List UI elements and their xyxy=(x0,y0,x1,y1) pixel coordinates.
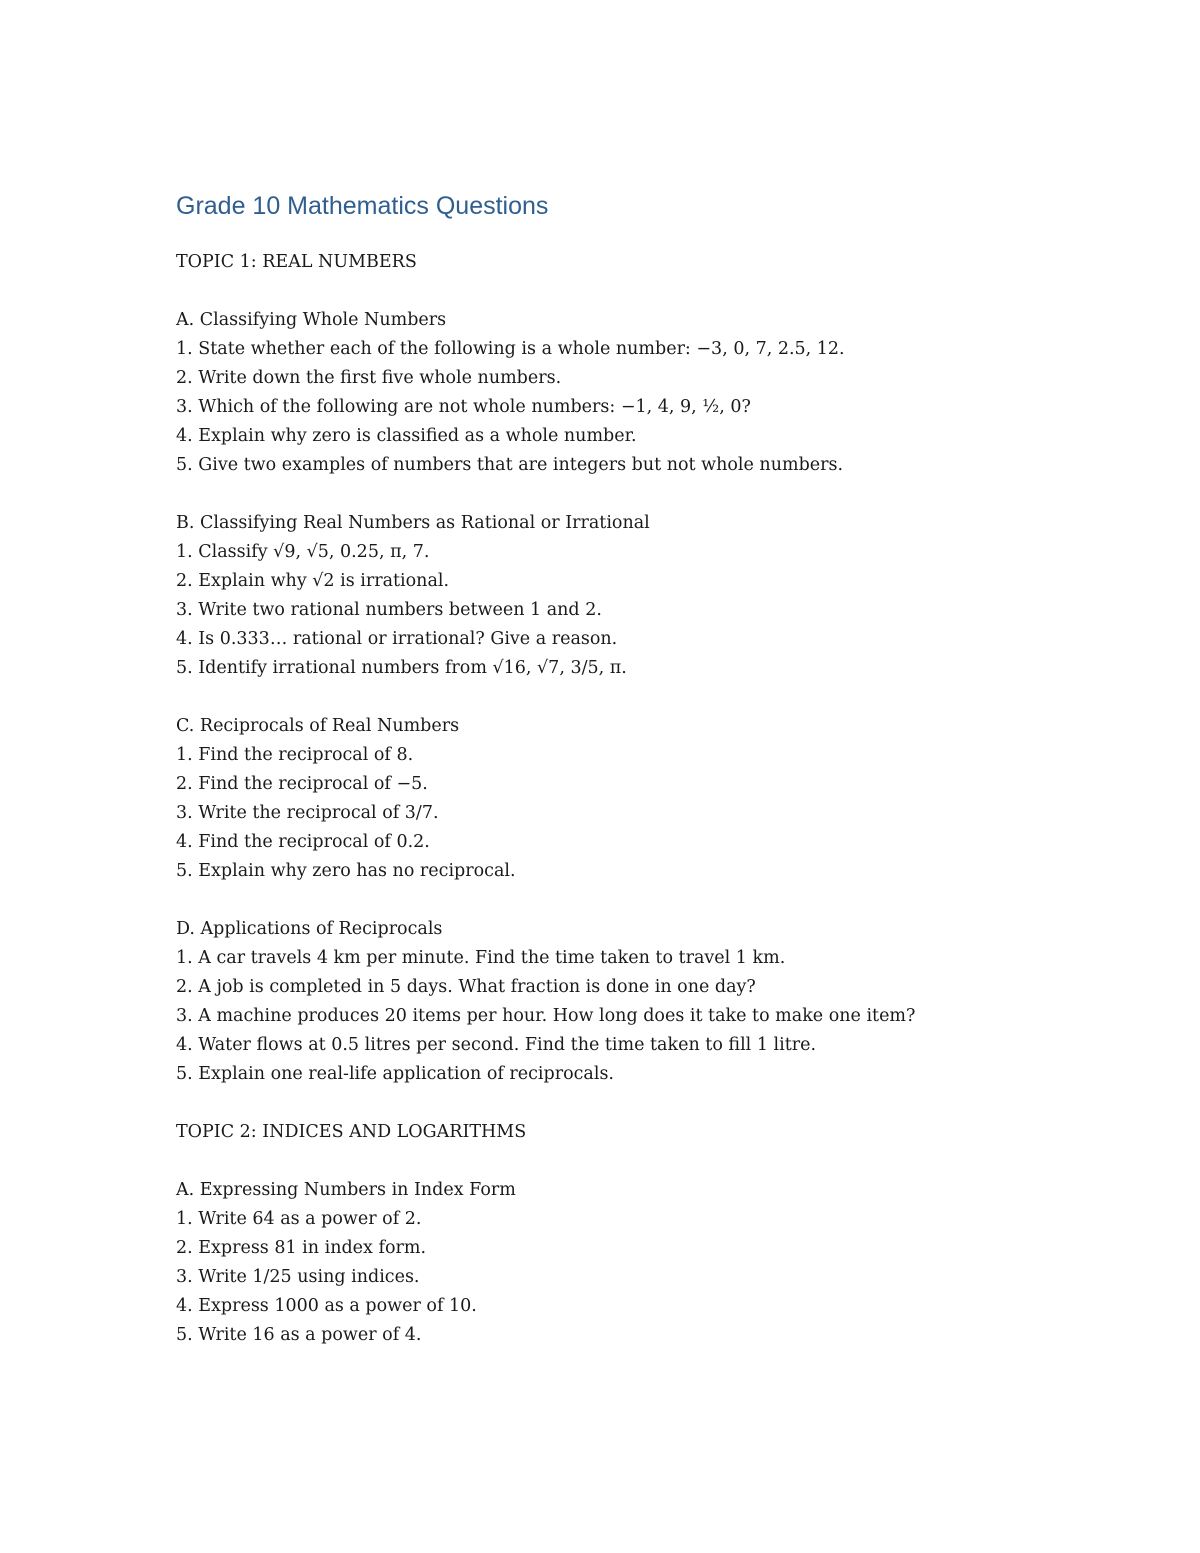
document-title: Grade 10 Mathematics Questions xyxy=(176,192,549,220)
question-item: 3. Write 1/25 using indices. xyxy=(176,1267,420,1287)
question-item: 3. A machine produces 20 items per hour. How long does it take to make one item? xyxy=(176,1006,916,1026)
question-list xyxy=(176,944,1076,1089)
question-item: 2. Find the reciprocal of −5. xyxy=(176,774,428,794)
question-list xyxy=(176,335,1076,480)
question-item: 3. Write the reciprocal of 3/7. xyxy=(176,803,439,823)
section-reciprocals xyxy=(176,712,1076,886)
question-item: 4. Express 1000 as a power of 10. xyxy=(176,1296,477,1316)
question-item: 2. Explain why √2 is irrational. xyxy=(176,571,450,591)
topic-real-numbers xyxy=(176,248,1076,1089)
section-heading: D. Applications of Reciprocals xyxy=(176,919,443,939)
question-item: 5. Give two examples of numbers that are integers but not whole numbers. xyxy=(176,455,844,475)
section-heading: C. Reciprocals of Real Numbers xyxy=(176,716,460,736)
section-applications-of-reciprocals xyxy=(176,915,1076,1089)
question-item: 5. Explain one real-life application of reciprocals. xyxy=(176,1064,614,1084)
question-item: 2. Write down the first five whole numbers. xyxy=(176,368,562,388)
question-item: 3. Write two rational numbers between 1 and 2. xyxy=(176,600,602,620)
section-index-form xyxy=(176,1176,1076,1350)
question-item: 1. Classify √9, √5, 0.25, π, 7. xyxy=(176,542,430,562)
section-heading: A. Expressing Numbers in Index Form xyxy=(176,1180,516,1200)
question-list xyxy=(176,538,1076,683)
topic-indices-and-logarithms xyxy=(176,1118,1076,1350)
section-classifying-whole-numbers xyxy=(176,306,1076,480)
question-list xyxy=(176,741,1076,886)
question-item: 2. A job is completed in 5 days. What fraction is done in one day? xyxy=(176,977,756,997)
question-item: 1. A car travels 4 km per minute. Find the time taken to travel 1 km. xyxy=(176,948,786,968)
question-item: 1. Find the reciprocal of 8. xyxy=(176,745,414,765)
section-heading: A. Classifying Whole Numbers xyxy=(176,310,447,330)
topic-heading: TOPIC 2: INDICES AND LOGARITHMS xyxy=(176,1122,527,1142)
question-item: 1. Write 64 as a power of 2. xyxy=(176,1209,422,1229)
question-item: 5. Write 16 as a power of 4. xyxy=(176,1325,422,1345)
topic-heading: TOPIC 1: REAL NUMBERS xyxy=(176,252,417,272)
question-item: 5. Identify irrational numbers from √16, √7, 3/5, π. xyxy=(176,658,627,678)
section-rational-irrational xyxy=(176,509,1076,683)
section-heading: B. Classifying Real Numbers as Rational or Irrational xyxy=(176,513,650,533)
question-item: 4. Is 0.333… rational or irrational? Give a reason. xyxy=(176,629,618,649)
document-body xyxy=(176,190,1076,1379)
question-item: 5. Explain why zero has no reciprocal. xyxy=(176,861,516,881)
question-list xyxy=(176,1205,1076,1350)
question-item: 4. Find the reciprocal of 0.2. xyxy=(176,832,430,852)
question-item: 4. Explain why zero is classified as a whole number. xyxy=(176,426,637,446)
question-item: 2. Express 81 in index form. xyxy=(176,1238,427,1258)
question-item: 3. Which of the following are not whole numbers: −1, 4, 9, ½, 0? xyxy=(176,397,751,417)
question-item: 1. State whether each of the following is a whole number: −3, 0, 7, 2.5, 12. xyxy=(176,339,845,359)
question-item: 4. Water flows at 0.5 litres per second. Find the time taken to fill 1 litre. xyxy=(176,1035,817,1055)
